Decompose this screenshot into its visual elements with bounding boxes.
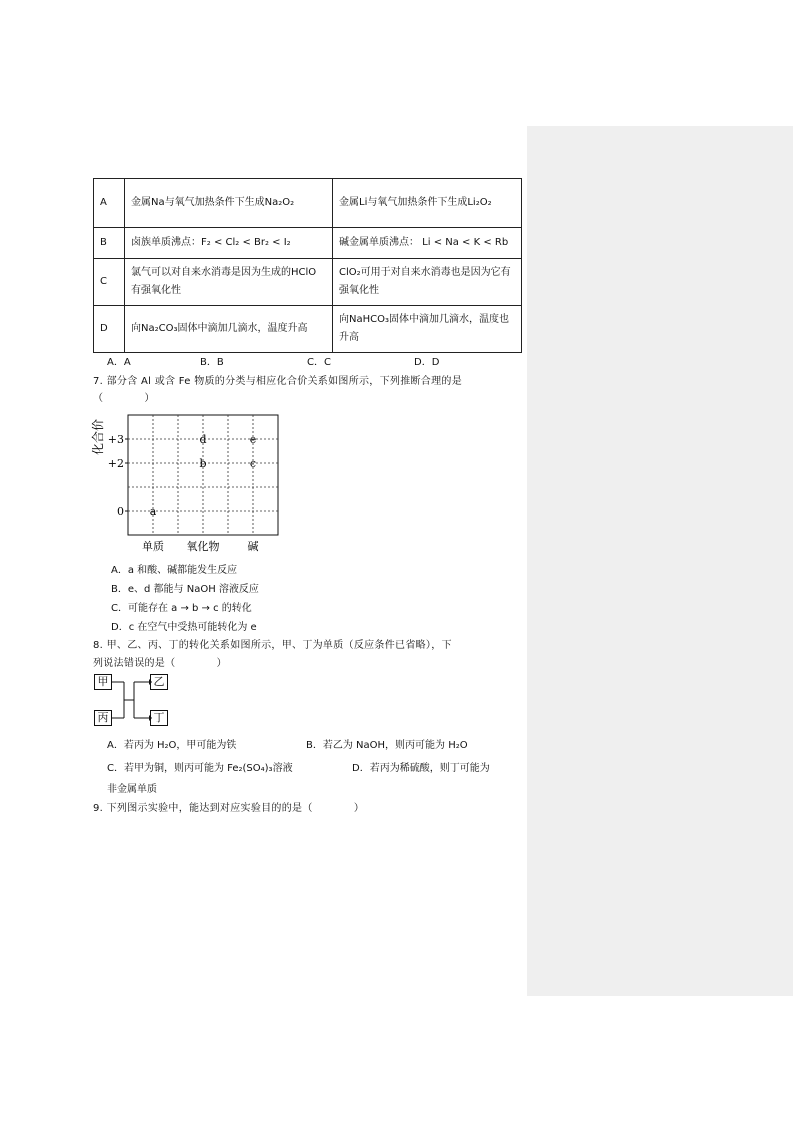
option-b: B．B [200, 357, 224, 368]
chart-point-d: d [199, 433, 207, 446]
box-yi: 乙 [150, 674, 168, 690]
row-left: 氯气可以对自来水消毒是因为生成的HClO有强氧化性 [125, 259, 333, 306]
q9-stem: 9. 下列图示实验中，能达到对应实验目的的是（ ） [93, 803, 365, 814]
option-d: D．D [414, 357, 440, 368]
q7-option-b: B．e、d 都能与 NaOH 溶液反应 [111, 584, 259, 595]
comparison-table [93, 178, 522, 353]
table-row [94, 259, 522, 306]
row-right: 金属Li与氧气加热条件下生成Li₂O₂ [333, 179, 522, 228]
ytick-label: +3 [107, 433, 124, 446]
ytick-label: 0 [117, 505, 124, 518]
xtick-label: 碱 [247, 540, 259, 553]
row-left: 金属Na与氧气加热条件下生成Na₂O₂ [125, 179, 333, 228]
box-ding: 丁 [150, 710, 168, 726]
q7-option-a: A．a 和酸、碱都能发生反应 [111, 565, 238, 576]
row-label: B [94, 228, 125, 259]
chart-yticks [108, 433, 128, 518]
box-bing: 丙 [94, 710, 112, 726]
q8-stem: 8. 甲、乙、丙、丁的转化关系如图所示，甲、丁为单质（反应条件已省略），下 [93, 640, 452, 651]
q8-option-a: A．若丙为 H₂O，甲可能为铁 [107, 740, 237, 751]
table-row [94, 306, 522, 353]
row-label: A [94, 179, 125, 228]
chart-point-c: c [249, 457, 257, 470]
option-a: A．A [107, 357, 131, 368]
q7-stem: 7. 部分含 Al 或含 Fe 物质的分类与相应化合价关系如图所示，下列推断合理的是 [93, 376, 463, 387]
valence-chart [88, 407, 288, 555]
chart-point-a: a [149, 505, 157, 518]
chart-point-e: e [249, 433, 257, 446]
xtick-label: 单质 [142, 540, 164, 553]
box-jia: 甲 [94, 674, 112, 690]
row-left: 向Na₂CO₃固体中滴加几滴水，温度升高 [125, 306, 333, 353]
q8-option-c: C．若甲为铜，则丙可能为 Fe₂(SO₄)₃溶液 [107, 763, 293, 774]
row-label: C [94, 259, 125, 306]
table-row [94, 228, 522, 259]
row-label: D [94, 306, 125, 353]
row-left: 卤族单质沸点：F₂ < Cl₂ < Br₂ < I₂ [125, 228, 333, 259]
q7-option-d: D．c 在空气中受热可能转化为 e [111, 622, 257, 633]
chart-ylabel: 化合价 [91, 418, 105, 456]
comment-pane [527, 126, 793, 996]
q8-option-b: B．若乙为 NaOH，则丙可能为 H₂O [306, 740, 468, 751]
chart-point-b: b [199, 457, 207, 470]
row-right: 碱金属单质沸点： Li < Na < K < Rb [333, 228, 522, 259]
table-row [94, 179, 522, 228]
ytick-label: +2 [107, 457, 124, 470]
chart-xticks [142, 539, 259, 553]
xtick-label: 氧化物 [186, 540, 220, 553]
q7-stem-paren: （ ） [93, 393, 155, 404]
q8-option-d-cont: 非金属单质 [107, 784, 157, 795]
q8-option-d: D．若丙为稀硫酸，则丁可能为 [352, 763, 490, 774]
q7-option-c: C．可能存在 a → b → c 的转化 [111, 603, 252, 614]
row-right: ClO₂可用于对自来水消毒也是因为它有强氧化性 [333, 259, 522, 306]
conversion-diagram [94, 674, 174, 730]
diagram-arrows [94, 674, 174, 730]
row-right: 向NaHCO₃固体中滴加几滴水，温度也升高 [333, 306, 522, 353]
option-c: C．C [307, 357, 331, 368]
q8-stem-line2: 列说法错误的是（ ） [93, 658, 227, 669]
